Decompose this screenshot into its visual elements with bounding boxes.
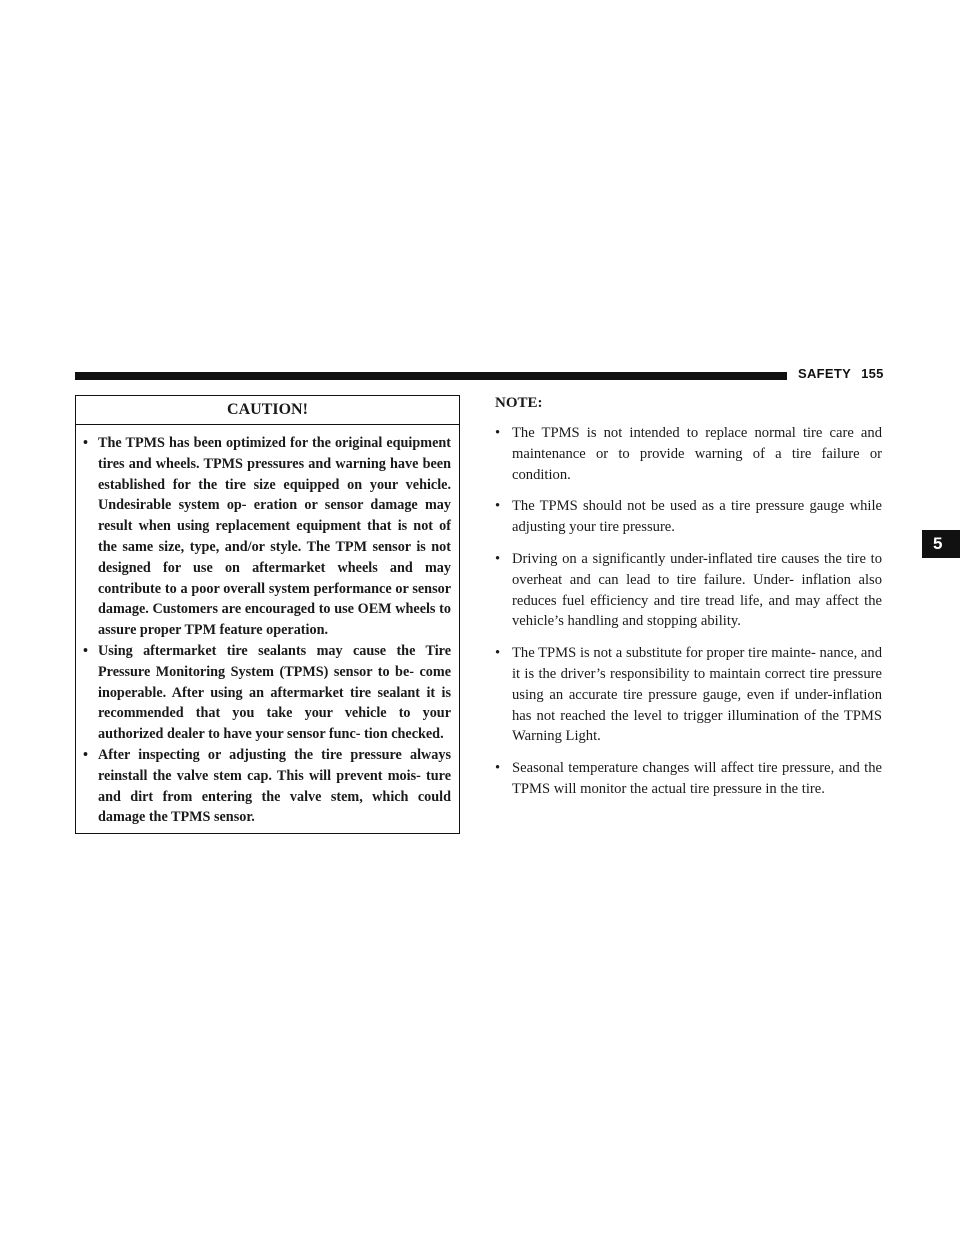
list-item <box>495 758 882 800</box>
list-item <box>495 423 882 485</box>
bullet-icon: • <box>83 642 88 659</box>
bullet-icon: • <box>495 550 501 567</box>
caution-item-text: Using aftermarket tire sealants may cause the Tire Pressure Monitoring System (TPMS) sensor to be- come inoperable. After using an aftermarket tire sealant it is recommended that you take your vehicle to your authorized dealer to have your sensor func- tion checked. <box>98 642 451 743</box>
note-item-text: Driving on a significantly under-inflated tire causes the tire to overheat and can lead to tire failure. Under- inflation also reduces fuel efficiency and tire tread life, and may affect the vehicle’s handling and stopping ability. <box>512 550 882 630</box>
note-item-text: Seasonal temperature changes will affect tire pressure, and the TPMS will monitor the actual tire pressure in the tire. <box>512 760 882 797</box>
running-header <box>798 366 884 381</box>
caution-list <box>76 425 459 828</box>
list-item <box>495 496 882 538</box>
list-item <box>495 643 882 747</box>
caution-item-text: The TPMS has been optimized for the original equipment tires and wheels. TPMS pressures and warning have been established for the tire size equipped on your vehicle. Undesirable system op- eration or sensor damage may result when using replacement equipment that is not of the same size, type, and/or style. The TPM sensor is not designed for use on aftermarket wheels and may contribute to a poor overall system performance or sensor damage. Customers are encouraged to use OEM wheels to assure proper TPM feature operation. <box>98 435 451 639</box>
list-item <box>83 641 451 745</box>
bullet-icon: • <box>83 746 88 763</box>
note-item-text: The TPMS is not a substitute for proper tire mainte- nance, and it is the driver’s responsibility to maintain correct tire pressure using an accurate tire pressure gauge, even if under-inflation has not reached the level to trigger illumination of the TPMS Warning Light. <box>512 645 882 745</box>
list-item <box>83 433 451 641</box>
section-title: SAFETY <box>798 366 852 381</box>
list-item <box>83 745 451 828</box>
header-rule <box>75 372 787 380</box>
bullet-icon: • <box>495 425 501 441</box>
page-number: 155 <box>861 366 884 381</box>
chapter-tab: 5 <box>922 530 960 558</box>
caution-item-text: After inspecting or adjusting the tire pressure always reinstall the valve stem cap. This will prevent mois- ture and dirt from entering the valve stem, which could damage the TPMS sensor. <box>98 746 451 826</box>
note-list <box>495 423 882 800</box>
caution-box <box>75 395 460 834</box>
bullet-icon: • <box>495 760 501 777</box>
caution-title: CAUTION! <box>76 396 459 425</box>
list-item <box>495 549 882 632</box>
note-section <box>495 393 882 811</box>
note-item-text: The TPMS should not be used as a tire pressure gauge while adjusting your tire pressure. <box>512 498 882 536</box>
bullet-icon: • <box>495 645 501 662</box>
bullet-icon: • <box>83 435 88 451</box>
note-heading: NOTE: <box>495 395 543 411</box>
note-item-text: The TPMS is not intended to replace normal tire care and maintenance or to provide warning of a tire failure or condition. <box>512 425 882 483</box>
bullet-icon: • <box>495 498 501 515</box>
